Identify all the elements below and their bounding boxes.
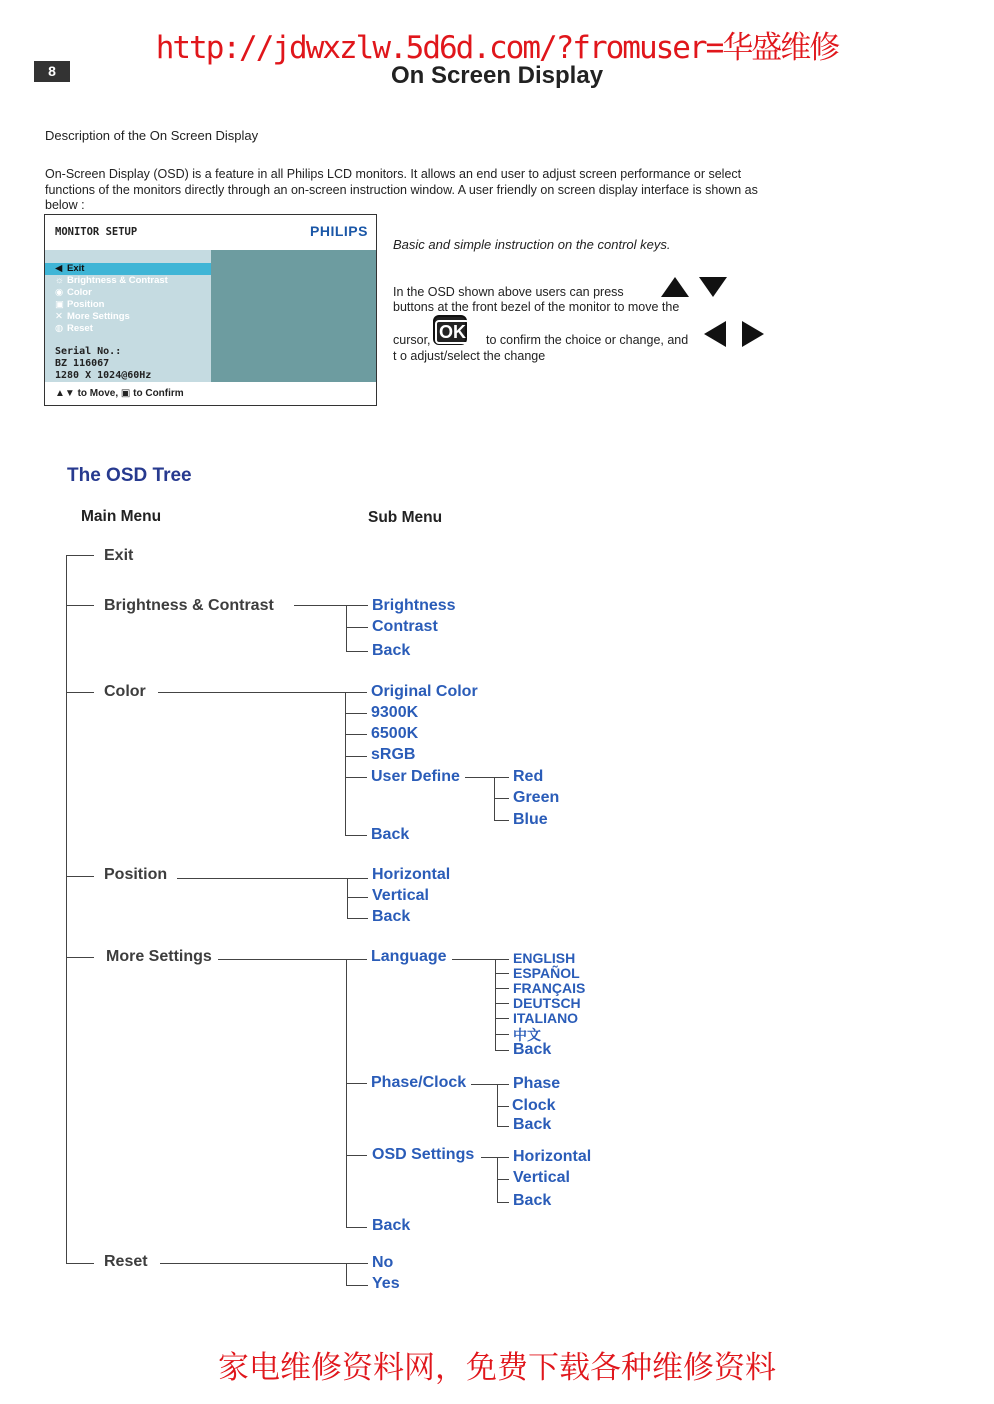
tree-sub-user-define: User Define (371, 768, 460, 785)
osd-tree-title: The OSD Tree (67, 465, 192, 486)
down-arrow-icon (698, 276, 728, 298)
tree-lang-espanol: ESPAÑOL (513, 965, 580, 981)
tree-sub-osd-horizontal: Horizontal (513, 1148, 592, 1165)
tree-sub-phase-back: Back (513, 1116, 552, 1133)
tree-sub-clock: Clock (512, 1097, 556, 1114)
keys-text-line3a: cursor, (393, 333, 431, 347)
tree-main-brightness-contrast: Brightness & Contrast (104, 597, 274, 614)
tree-sub-green: Green (513, 789, 560, 806)
keys-text-line2: buttons at the front bezel of the monitor to move the (393, 300, 680, 314)
tree-sub-language: Language (371, 948, 447, 965)
tree-sub-red: Red (513, 768, 544, 785)
tree-sub-osd-back: Back (513, 1192, 552, 1209)
osd-menu-item-reset: ◍ Reset (55, 323, 93, 334)
tree-sub-reset-yes: Yes (372, 1275, 400, 1290)
osd-header (45, 215, 376, 249)
osd-menu-item-exit: ◀ Exit (45, 263, 211, 275)
tree-sub-position-horizontal: Horizontal (372, 866, 451, 883)
tree-main-color: Color (104, 683, 146, 700)
tree-sub-blue: Blue (513, 811, 548, 828)
osd-menu-item-position: ▣ Position (55, 299, 105, 310)
tools-icon: ✕ (55, 311, 63, 322)
osd-serial-label: Serial No.: (55, 346, 122, 357)
keys-text-line4: t o adjust/select the change (393, 349, 546, 363)
tree-lang-deutsch: DEUTSCH (513, 995, 581, 1011)
tree-sub-contrast: Contrast (372, 618, 438, 635)
tree-lang-english: ENGLISH (513, 950, 576, 966)
sub-menu-header: Sub Menu (368, 509, 443, 526)
osd-footer-text: ▲▼ to Move, ▣ to Confirm (55, 388, 184, 399)
tree-sub-phase-clock: Phase/Clock (371, 1074, 467, 1091)
up-arrow-icon (660, 276, 690, 298)
tree-main-more-settings: More Settings (106, 948, 212, 965)
tree-lang-italiano: ITALIANO (513, 1010, 579, 1026)
keys-text-line1: In the OSD shown above users can press (393, 285, 624, 299)
intro-heading: Description of the On Screen Display (45, 128, 259, 143)
page-number-badge: 8 (34, 61, 70, 82)
left-arrow-icon (703, 320, 727, 348)
ok-button-icon: OK (433, 315, 467, 345)
tree-sub-more-back: Back (372, 1217, 411, 1234)
tree-sub-brightness-back: Back (372, 642, 411, 659)
osd-menu-item-brightness: ☼ Brightness & Contrast (55, 275, 168, 286)
tree-lang-chinese: 中文 (513, 1027, 541, 1043)
watermark-url: http://jdwxzlw.5d6d.com/?fromuser=华盛维修 (155, 30, 839, 66)
tree-sub-6500k: 6500K (371, 725, 419, 742)
tree-sub-color-back: Back (371, 826, 410, 843)
tree-sub-srgb: sRGB (371, 746, 416, 763)
tree-main-exit: Exit (104, 547, 134, 564)
osd-menu-item-more-settings: ✕ More Settings (55, 311, 130, 322)
right-arrow-icon (741, 320, 765, 348)
main-menu-header: Main Menu (81, 508, 162, 525)
tree-sub-position-vertical: Vertical (372, 887, 429, 904)
position-icon: ▣ (55, 299, 64, 310)
tree-main-position: Position (104, 866, 168, 883)
keys-text-line3b: to confirm the choice or change, and (486, 333, 689, 347)
tree-sub-brightness: Brightness (372, 597, 456, 614)
footer-watermark: 家电维修资料网，免费下载各种维修资料 (218, 1350, 776, 1385)
osd-brand-logo: PHILIPS (310, 223, 368, 239)
intro-body: On-Screen Display (OSD) is a feature in all Philips LCD monitors. It allows an end user to adjust screen performance or select functions of the monitors directly through an on-screen instruction window. A user friendly on screen display interface is shown as below : (45, 167, 758, 212)
tree-lang-francais: FRANÇAIS (513, 980, 586, 996)
osd-footer (45, 382, 376, 405)
color-icon: ◉ (55, 287, 64, 298)
osd-menu-panel (45, 250, 211, 382)
page-title: On Screen Display (390, 62, 604, 89)
osd-resolution: 1280 X 1024@60Hz (55, 370, 152, 381)
osd-serial-value: BZ 116067 (55, 358, 110, 369)
osd-title: MONITOR SETUP (55, 226, 138, 238)
tree-sub-original-color: Original Color (371, 683, 478, 700)
tree-main-reset: Reset (104, 1253, 148, 1270)
tree-sub-position-back: Back (372, 908, 411, 925)
exit-icon: ◀ (55, 263, 63, 274)
tree-sub-phase: Phase (513, 1075, 561, 1092)
tree-lang-back: Back (513, 1041, 552, 1058)
tree-sub-reset-no: No (372, 1254, 394, 1271)
tree-sub-9300k: 9300K (371, 704, 419, 721)
osd-menu-item-color: ◉ Color (55, 287, 92, 298)
osd-screen-illustration (44, 214, 377, 406)
tree-sub-osd-vertical: Vertical (513, 1169, 570, 1186)
tree-sub-osd-settings: OSD Settings (372, 1146, 475, 1163)
reset-icon: ◍ (55, 323, 64, 334)
osd-content-panel (211, 250, 376, 382)
keys-title: Basic and simple instruction on the control keys. (393, 237, 671, 252)
sun-icon: ☼ (55, 275, 64, 286)
